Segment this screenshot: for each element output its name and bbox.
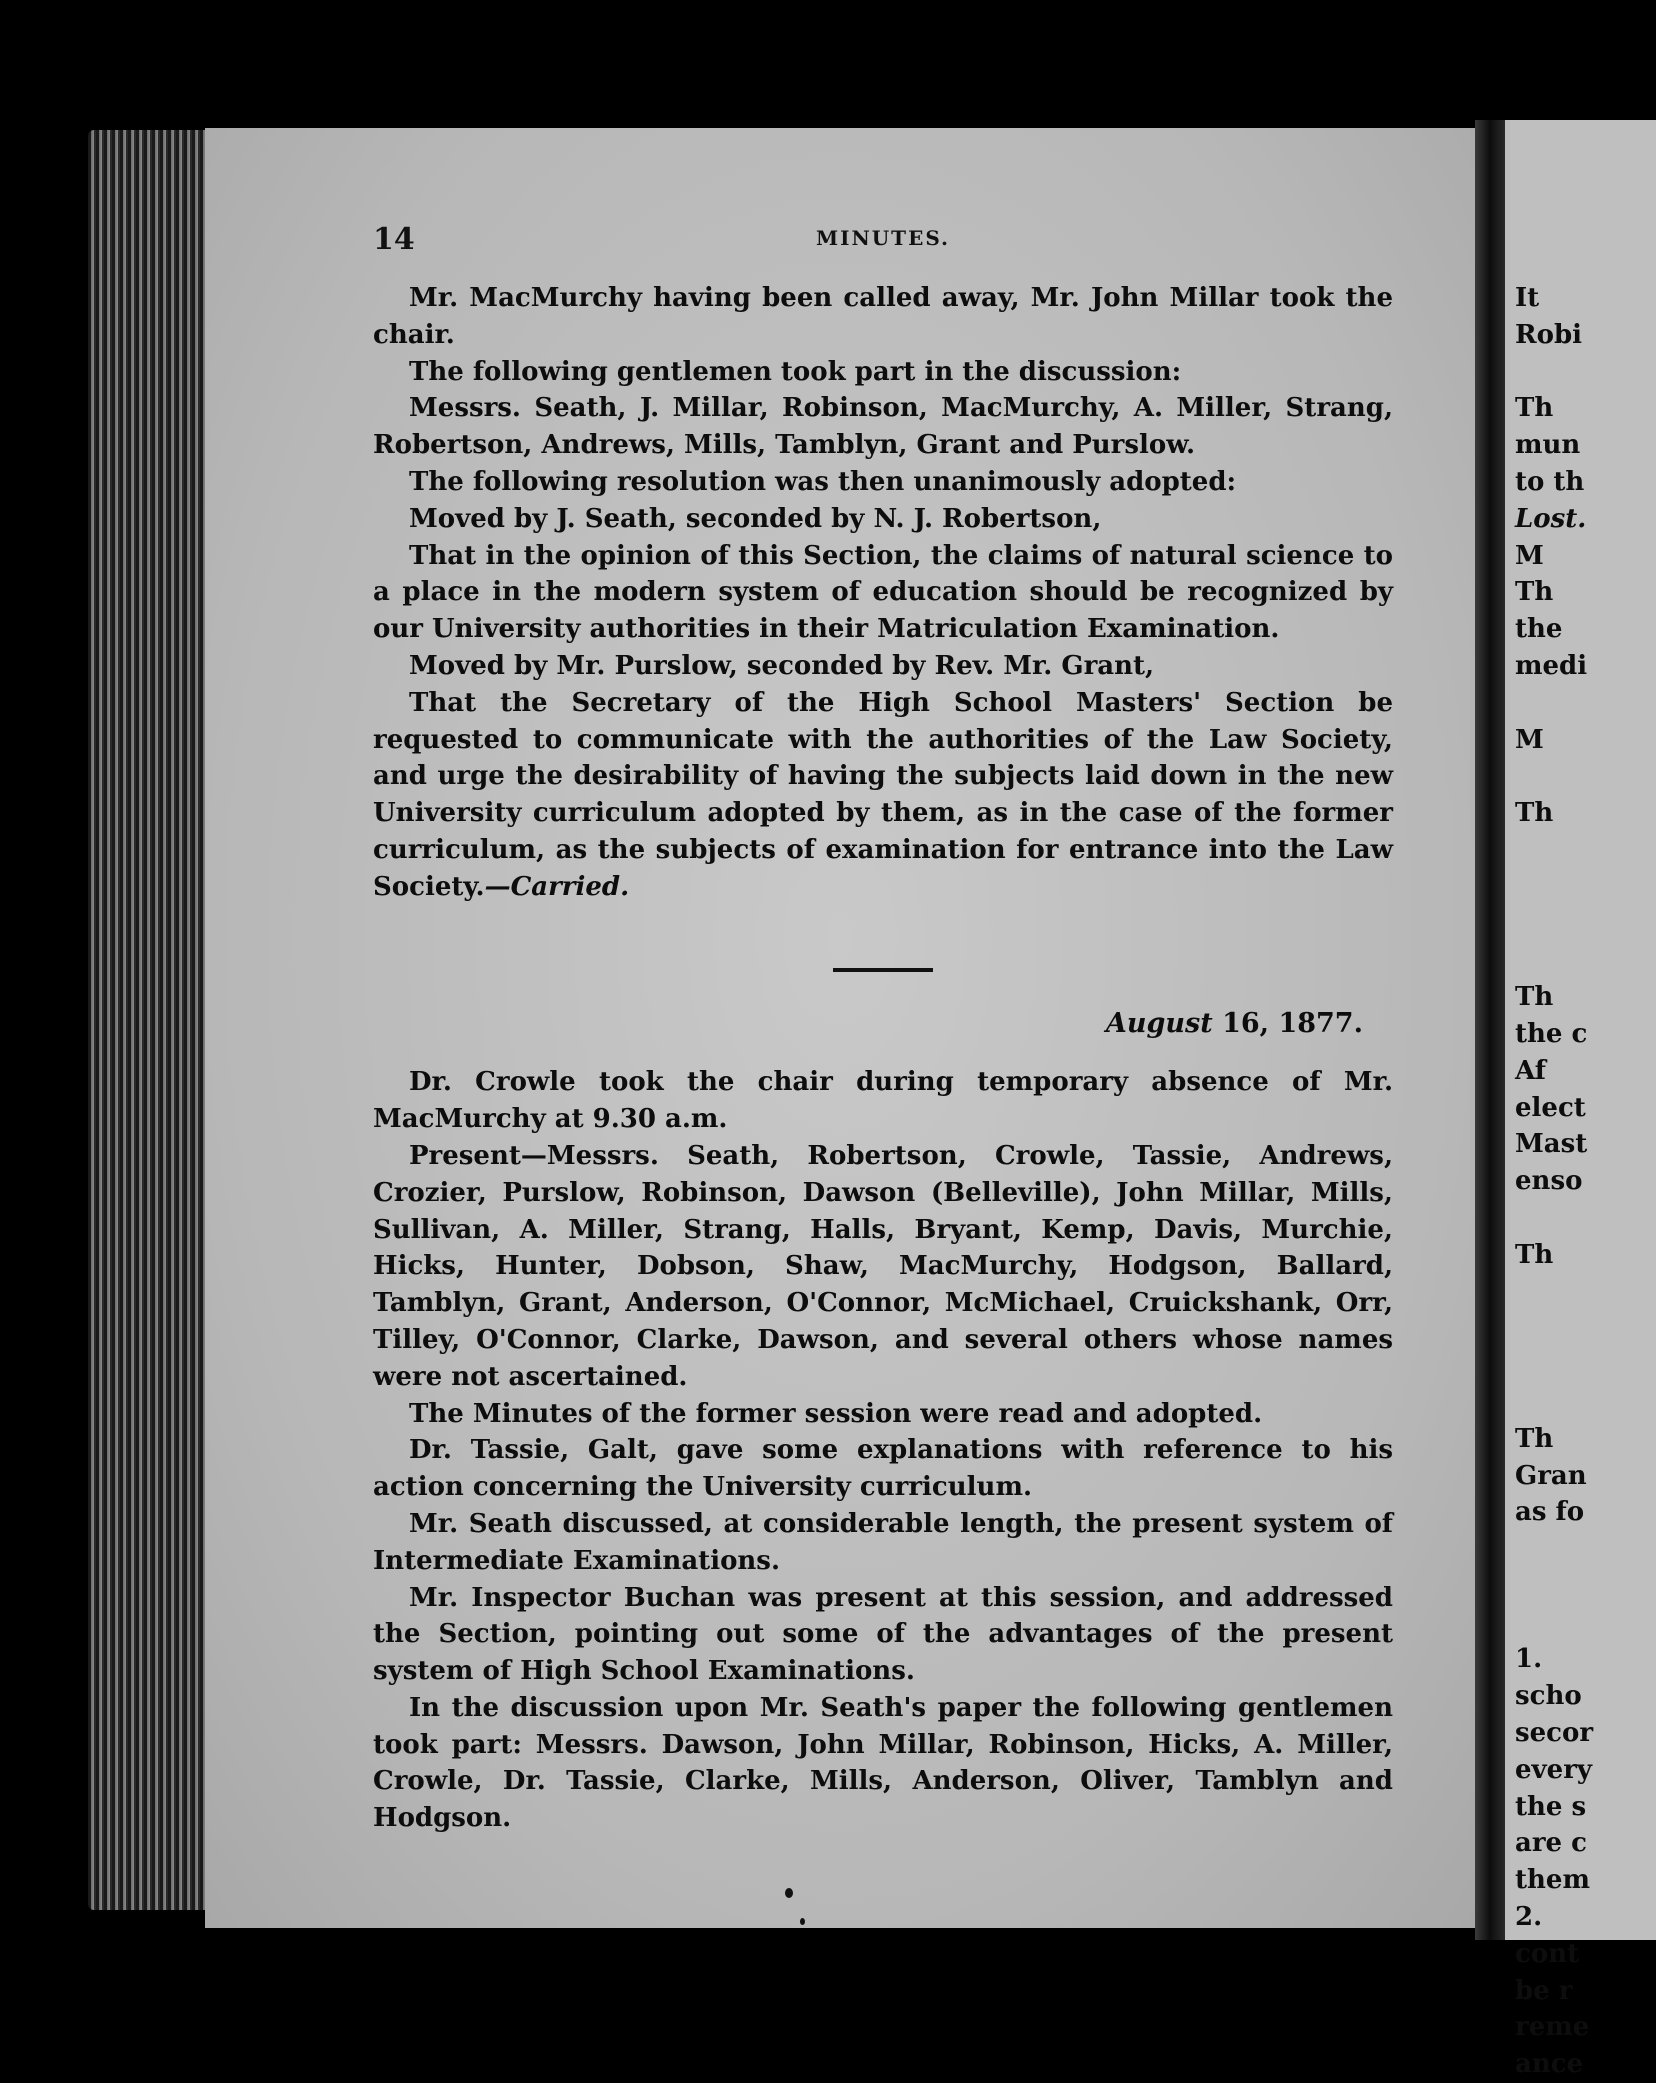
facing-page-line: Th bbox=[1515, 577, 1554, 608]
page-body bbox=[373, 280, 1393, 1837]
facing-page-line: Mast bbox=[1515, 1129, 1588, 1160]
book-page-edges bbox=[88, 130, 208, 1910]
running-head bbox=[373, 222, 1393, 262]
facing-page-line: cont bbox=[1515, 1938, 1580, 1969]
paragraph-participants: Messrs. Seath, J. Millar, Robinson, MacMurchy, A. Miller, Strang, Robertson, Andrews, Mills, Tamblyn, Grant and Purslow. bbox=[373, 393, 1393, 461]
facing-page-line: mun bbox=[1515, 430, 1581, 461]
paragraph-buchan: Mr. Inspector Buchan was present at this session, and addressed the Section, pointing out some of the advantages of the present system of High School Examinations. bbox=[373, 1582, 1393, 1687]
facing-page-line bbox=[1515, 1200, 1593, 1237]
facing-page-line bbox=[1515, 1384, 1593, 1421]
facing-page-line: enso bbox=[1515, 1166, 1583, 1197]
facing-page-line bbox=[1515, 1274, 1593, 1311]
paragraph-resolution-1: That in the opinion of this Section, the claims of natural science to a place in the modern system of education should be recognized by our University authorities in their Matriculation Examination. bbox=[373, 540, 1393, 645]
facing-page-line bbox=[1515, 354, 1593, 391]
dateline bbox=[373, 1006, 1393, 1043]
page-number: 14 bbox=[373, 222, 415, 257]
facing-page-line bbox=[1515, 906, 1593, 943]
paragraph-discussion-intro: The following gentlemen took part in the discussion: bbox=[409, 356, 1182, 387]
book-gutter bbox=[1475, 120, 1505, 1940]
facing-page-line bbox=[1515, 1347, 1593, 1384]
facing-page-line bbox=[1515, 685, 1593, 722]
facing-page-line: Af bbox=[1515, 1055, 1546, 1086]
facing-page-line: ance bbox=[1515, 2049, 1584, 2080]
paragraph-seath: Mr. Seath discussed, at considerable length, the present system of Intermediate Examinations. bbox=[373, 1508, 1393, 1576]
facing-page-line bbox=[1515, 832, 1593, 869]
section-divider bbox=[833, 968, 933, 972]
facing-page-line: Gran bbox=[1515, 1460, 1587, 1491]
facing-page-line: as fo bbox=[1515, 1497, 1585, 1528]
facing-page-line: secor bbox=[1515, 1718, 1594, 1749]
facing-page-line bbox=[1515, 869, 1593, 906]
running-title: MINUTES. bbox=[815, 226, 951, 250]
facing-page-line: Th bbox=[1515, 393, 1554, 424]
paragraph-motion-2: Moved by Mr. Purslow, seconded by Rev. Mr. Grant, bbox=[409, 650, 1155, 681]
facing-page-text bbox=[1515, 280, 1593, 2083]
paragraph-minutes-adopted: The Minutes of the former session were read and adopted. bbox=[409, 1398, 1263, 1429]
paragraph-resolution-intro: The following resolution was then unanimously adopted: bbox=[409, 466, 1237, 497]
facing-page-line: Robi bbox=[1515, 319, 1583, 350]
paragraph-tassie: Dr. Tassie, Galt, gave some explanations with reference to his action concerning the University curriculum. bbox=[373, 1435, 1393, 1503]
facing-page-line: medi bbox=[1515, 650, 1588, 681]
book-page-left bbox=[205, 128, 1475, 1928]
ink-speck bbox=[785, 1888, 793, 1898]
facing-page-line: to th bbox=[1515, 466, 1585, 497]
facing-page-line: Th bbox=[1515, 982, 1554, 1013]
book-page-right-fragment bbox=[1505, 120, 1656, 2080]
facing-page-line bbox=[1515, 942, 1593, 979]
facing-page-line: are c bbox=[1515, 1828, 1587, 1859]
facing-page-line: scho bbox=[1515, 1681, 1582, 1712]
paragraph-present: Present—Messrs. Seath, Robertson, Crowle, Tassie, Andrews, Crozier, Purslow, Robinson, Dawson (Belleville), John Millar, Mills, Sullivan, A. Miller, Strang, Halls, Bryant, Kemp, Davis, Murchie, Hicks, Hunter, Dobson, Shaw, MacMurchy, Hodgson, Ballard, Tamblyn, Grant, Anderson, O'Connor, McMichael, Cruickshank, Orr, Tilley, O'Connor, Clarke, Dawson, and several others whose names were not ascertained. bbox=[373, 1140, 1393, 1392]
facing-page-line bbox=[1515, 1568, 1593, 1605]
facing-page-line: 1. bbox=[1515, 1644, 1543, 1675]
resolution-2-text: That the Secretary of the High School Masters' Section be requested to communicate with the authorities of the Law Society, and urge the desirability of having the subjects laid down in the new University curriculum adopted by them, as in the case of the former curriculum, as the subjects of examination for entrance into the Law Society. bbox=[373, 687, 1393, 902]
facing-page-line: the s bbox=[1515, 1791, 1587, 1822]
facing-page-line: reme bbox=[1515, 2012, 1590, 2043]
facing-page-line: Th bbox=[1515, 798, 1554, 829]
paragraph-motion-1: Moved by J. Seath, seconded by N. J. Robertson, bbox=[409, 503, 1102, 534]
facing-page-line: elect bbox=[1515, 1092, 1586, 1123]
ink-speck bbox=[800, 1918, 805, 1925]
facing-page-line: every bbox=[1515, 1754, 1592, 1785]
facing-page-line: them bbox=[1515, 1865, 1590, 1896]
facing-page-line bbox=[1515, 1310, 1593, 1347]
facing-page-line bbox=[1515, 1605, 1593, 1642]
facing-page-line: 2. bbox=[1515, 1902, 1543, 1933]
dateline-month: August bbox=[1105, 1007, 1213, 1039]
facing-page-line bbox=[1515, 758, 1593, 795]
paragraph-chair-change: Mr. MacMurchy having been called away, Mr. John Millar took the chair. bbox=[373, 283, 1393, 350]
facing-page-line: M bbox=[1515, 540, 1544, 571]
paragraph-session-chair: Dr. Crowle took the chair during temporary absence of Mr. MacMurchy at 9.30 a.m. bbox=[373, 1067, 1393, 1135]
facing-page-line bbox=[1515, 1531, 1593, 1568]
facing-page-line: the c bbox=[1515, 1018, 1588, 1049]
facing-page-line: It bbox=[1515, 283, 1540, 313]
facing-page-line: Th bbox=[1515, 1239, 1554, 1270]
facing-page-line: M bbox=[1515, 724, 1544, 755]
paragraph-discussion-participants: In the discussion upon Mr. Seath's paper the following gentlemen took part: Messrs. Dawson, John Millar, Robinson, Hicks, A. Miller, Crowle, Dr. Tassie, Clarke, Mills, Anderson, Oliver, Tamblyn and Hodgson. bbox=[373, 1692, 1393, 1834]
dateline-rest: 16, 1877. bbox=[1212, 1007, 1363, 1039]
facing-page-line: Th bbox=[1515, 1423, 1554, 1454]
carried-label: —Carried. bbox=[484, 871, 630, 902]
paragraph-resolution-2 bbox=[373, 685, 1393, 906]
facing-page-line: Lost. bbox=[1515, 503, 1587, 534]
facing-page-line: be r bbox=[1515, 1975, 1573, 2006]
facing-page-line: the bbox=[1515, 614, 1563, 645]
